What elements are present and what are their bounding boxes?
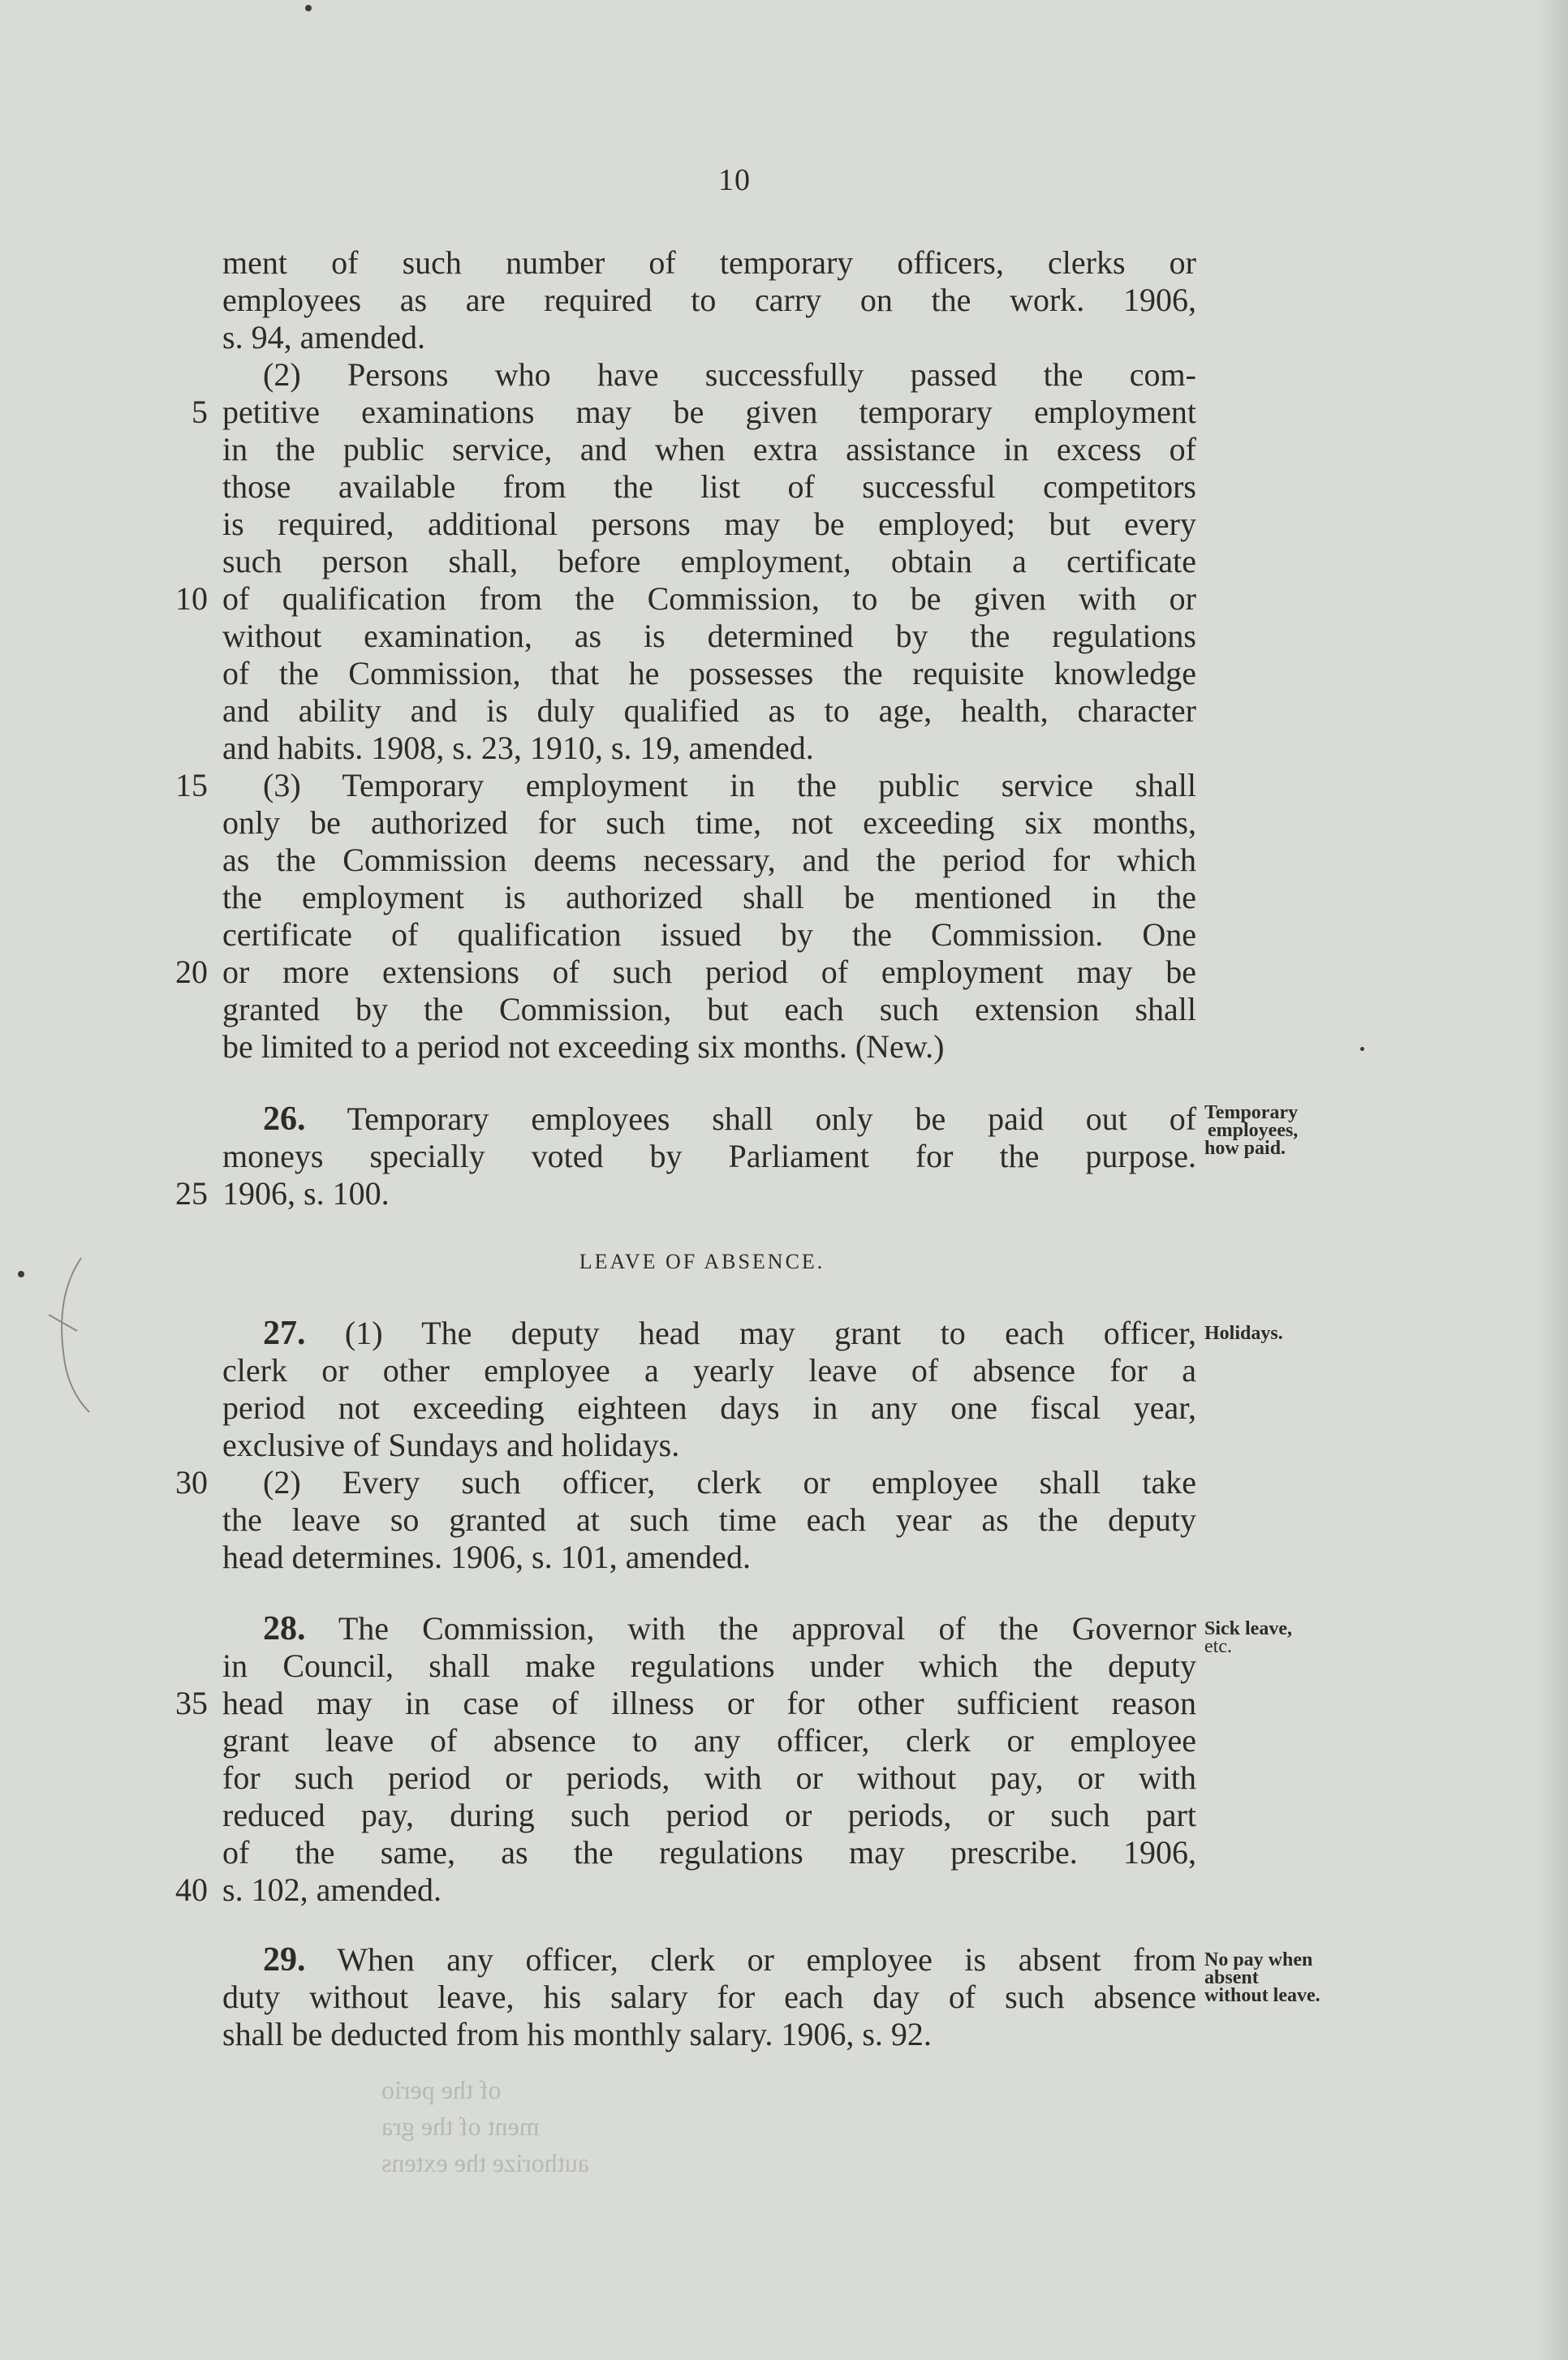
pencil-mark-icon: [32, 1250, 97, 1428]
body-line: [222, 319, 1196, 356]
line-text: such person shall, before employment, obtain a certificate: [222, 543, 1196, 579]
body-line: [222, 1759, 1196, 1797]
line-number: 5: [192, 394, 208, 430]
line-number: 35: [175, 1685, 208, 1721]
line-text: certificate of qualification issued by the Commission. One: [222, 916, 1196, 953]
line-number: 20: [175, 954, 208, 990]
margin-note-line: Holidays.: [1204, 1323, 1283, 1344]
body-line: [222, 1138, 1196, 1175]
body-line: [222, 506, 1196, 543]
margin-note-line: without leave.: [1204, 1985, 1320, 2006]
body-line: [222, 804, 1196, 842]
body-line: [222, 655, 1196, 692]
ink-speck: [305, 5, 312, 11]
section-number: 28.: [263, 1610, 306, 1647]
body-line: [222, 842, 1196, 879]
body-line: [222, 1979, 1196, 2016]
section-line: [263, 1315, 1196, 1352]
line-text: (2) Persons who have successfully passed the com-: [263, 356, 1196, 393]
section-line: [263, 1941, 1196, 1979]
body-line: [222, 954, 1196, 991]
line-text: grant leave of absence to any officer, clerk or employee: [222, 1722, 1196, 1759]
line-text: s. 94, amended.: [222, 319, 425, 355]
body-line: [222, 1871, 1196, 1909]
body-line: [222, 879, 1196, 916]
ink-speck: [18, 1271, 24, 1277]
line-number: 10: [175, 580, 208, 617]
bleed-through-text: authorize the extens: [381, 2148, 589, 2177]
margin-note-line: how paid.: [1204, 1138, 1286, 1159]
line-text: (3) Temporary employment in the public service shall: [263, 767, 1196, 803]
line-text: of the same, as the regulations may prescribe. 1906,: [222, 1834, 1196, 1871]
body-line: [222, 1797, 1196, 1834]
body-line: [222, 1389, 1196, 1427]
line-text: the leave so granted at such time each year as the deputy: [222, 1501, 1196, 1538]
margin-note-line: Sick leave,: [1204, 1618, 1292, 1639]
line-number: 30: [175, 1464, 208, 1501]
body-line: [222, 1722, 1196, 1759]
line-text: petitive examinations may be given temporary employment: [222, 394, 1196, 430]
line-text: (1) The deputy head may grant to each officer,: [344, 1315, 1197, 1351]
line-text: Temporary employees shall only be paid out of: [347, 1100, 1197, 1137]
body-line: [222, 431, 1196, 468]
margin-note-line: etc.: [1204, 1636, 1232, 1657]
bleed-through-text: ment of the gra: [381, 2112, 540, 2141]
body-line: [222, 1028, 1196, 1066]
page-number: 10: [718, 163, 751, 197]
line-text: duty without leave, his salary for each day of such absence: [222, 1979, 1196, 2015]
body-line: [222, 1647, 1196, 1685]
line-text: or more extensions of such period of employment may be: [222, 954, 1196, 990]
line-text: in the public service, and when extra assistance in excess of: [222, 431, 1196, 467]
line-number: 15: [175, 767, 208, 803]
body-line: [222, 618, 1196, 655]
body-line: [263, 356, 1196, 394]
section-line: [263, 1100, 1196, 1138]
line-text: without examination, as is determined by the regulations: [222, 618, 1196, 654]
line-text: reduced pay, during such period or periods, or such part: [222, 1797, 1196, 1833]
line-text: and ability and is duly qualified as to age, health, character: [222, 692, 1196, 729]
line-text: the employment is authorized shall be mentioned in the: [222, 879, 1196, 915]
line-text: only be authorized for such time, not exceeding six months,: [222, 804, 1196, 841]
margin-note-line: No pay when: [1204, 1949, 1313, 1970]
line-text: head determines. 1906, s. 101, amended.: [222, 1539, 751, 1575]
line-text: ment of such number of temporary officers, clerks or: [222, 244, 1196, 281]
margin-note-temporary-employees: [1204, 1104, 1399, 1157]
body-line: [263, 1464, 1196, 1501]
line-number: 40: [175, 1871, 208, 1908]
margin-note-sick-leave: [1204, 1620, 1399, 1656]
line-text: those available from the list of successful competitors: [222, 468, 1196, 505]
line-text: be limited to a period not exceeding six months. (New.): [222, 1028, 945, 1065]
line-text: (2) Every such officer, clerk or employee shall take: [263, 1464, 1196, 1501]
line-text: s. 102, amended.: [222, 1871, 442, 1908]
line-text: employees as are required to carry on the work. 1906,: [222, 282, 1196, 318]
body-line: [222, 282, 1196, 319]
line-text: moneys specially voted by Parliament for the purpose.: [222, 1138, 1196, 1174]
line-text: clerk or other employee a yearly leave of absence for a: [222, 1352, 1196, 1389]
line-text: in Council, shall make regulations under which the deputy: [222, 1647, 1196, 1684]
line-text: and habits. 1908, s. 23, 1910, s. 19, amended.: [222, 730, 814, 766]
body-line: [222, 543, 1196, 580]
line-text: head may in case of illness or for other sufficient reason: [222, 1685, 1196, 1721]
section-line: [263, 1610, 1196, 1647]
line-number: 25: [175, 1175, 208, 1212]
body-line: [222, 1427, 1196, 1464]
line-text: as the Commission deems necessary, and the period for which: [222, 842, 1196, 878]
body-line: [263, 767, 1196, 804]
line-text: When any officer, clerk or employee is absent from: [337, 1941, 1197, 1978]
line-text: for such period or periods, with or without pay, or with: [222, 1759, 1196, 1796]
body-line: [222, 468, 1196, 506]
line-text: of qualification from the Commission, to be given with or: [222, 580, 1196, 617]
line-text: The Commission, with the approval of the Governor: [338, 1610, 1196, 1647]
bleed-through-text: of the perio: [381, 2075, 502, 2104]
page-edge-shadow: [1536, 0, 1568, 2360]
section-number: 29.: [263, 1941, 306, 1979]
line-text: is required, additional persons may be employed; but every: [222, 506, 1196, 542]
margin-note-line: Temporary: [1204, 1102, 1299, 1123]
line-text: period not exceeding eighteen days in any one fiscal year,: [222, 1389, 1196, 1426]
line-text: of the Commission, that he possesses the requisite knowledge: [222, 655, 1196, 691]
section-heading: LEAVE OF ABSENCE.: [579, 1250, 825, 1273]
body-line: [222, 1175, 1196, 1212]
line-text: exclusive of Sundays and holidays.: [222, 1427, 680, 1463]
section-number: 26.: [263, 1100, 306, 1138]
body-line: [222, 1834, 1196, 1871]
body-line: [222, 244, 1196, 282]
margin-note-holidays: [1204, 1324, 1399, 1342]
body-line: [222, 991, 1196, 1028]
ink-speck: [1360, 1047, 1364, 1051]
body-line: [222, 1352, 1196, 1389]
body-line: [222, 730, 1196, 767]
margin-note-no-pay: [1204, 1951, 1399, 2005]
margin-note-line: employees,: [1208, 1120, 1299, 1141]
body-line: [222, 1685, 1196, 1722]
margin-note-line: absent: [1204, 1967, 1259, 1988]
body-line: [222, 394, 1196, 431]
line-text: 1906, s. 100.: [222, 1175, 390, 1212]
body-line: [222, 1539, 1196, 1576]
line-text: shall be deducted from his monthly salary. 1906, s. 92.: [222, 2016, 932, 2052]
body-line: [222, 1501, 1196, 1539]
body-line: [222, 692, 1196, 730]
line-text: granted by the Commission, but each such extension shall: [222, 991, 1196, 1027]
section-number: 27.: [263, 1315, 306, 1352]
body-line: [222, 916, 1196, 954]
body-line: [222, 580, 1196, 618]
body-line: [222, 2016, 1196, 2053]
